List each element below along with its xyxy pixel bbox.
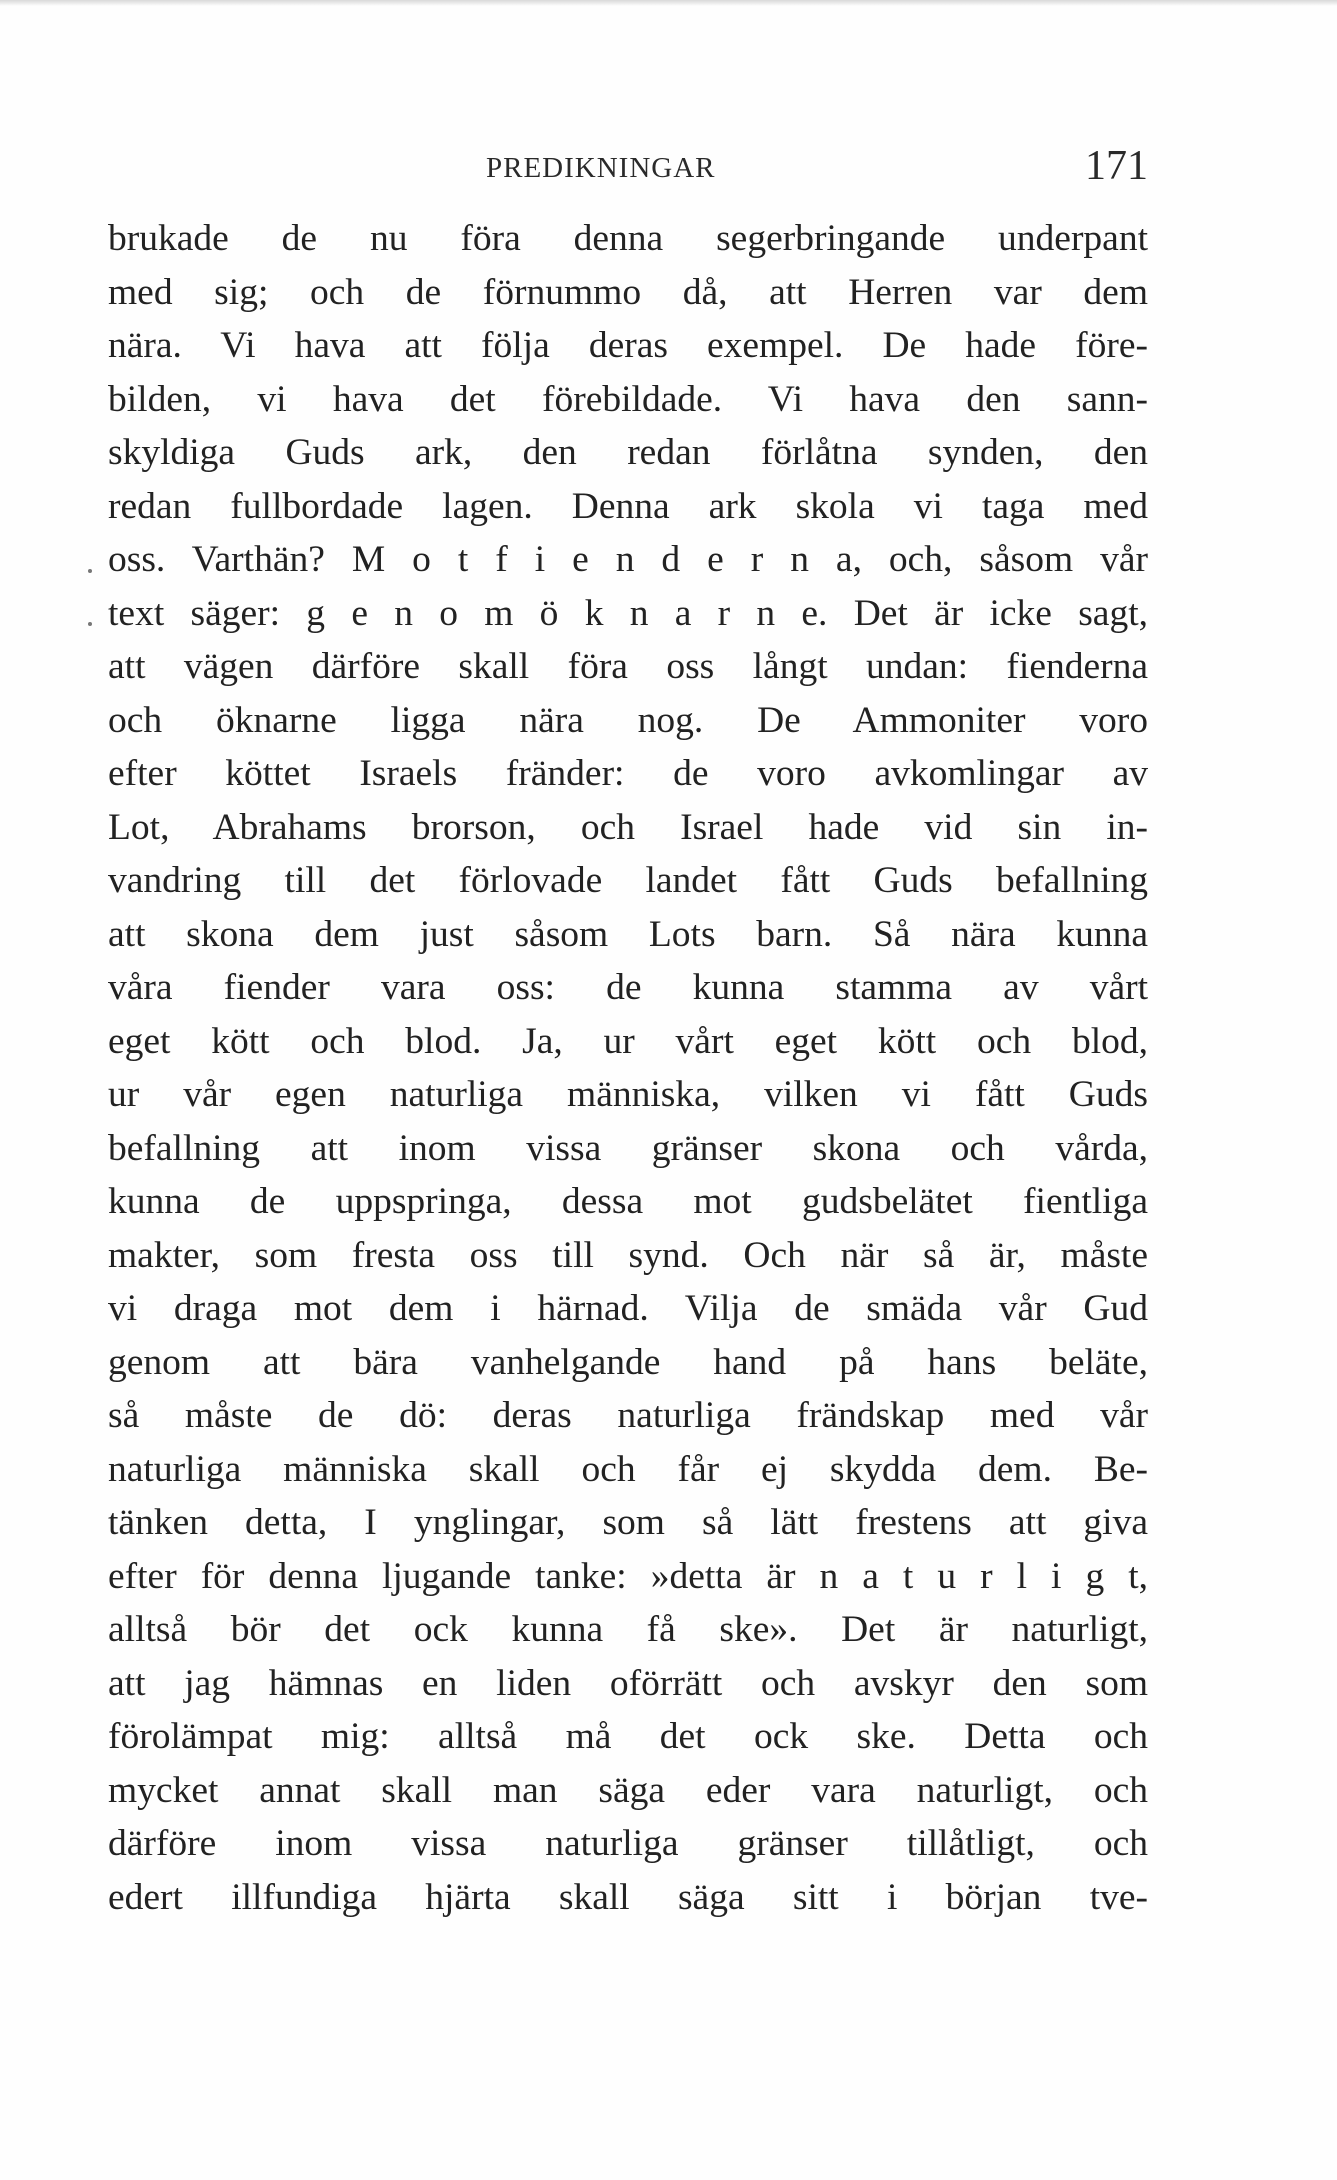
text-line: därföre inom vissa naturliga gränser tillåtligt, och	[108, 1823, 1148, 1864]
text-line: vandring till det förlovade landet fått Guds befallning	[108, 860, 1148, 901]
text-line: efter köttet Israels fränder: de voro avkomlingar av	[108, 753, 1148, 794]
text-line: bilden, vi hava det förebildade. Vi hava den sann-	[108, 378, 1148, 420]
body-text	[108, 212, 1148, 1924]
text-line: befallning att inom vissa gränser skona och vårda,	[108, 1127, 1148, 1169]
text-line: Lot, Abrahams brorson, och Israel hade vid sin in-	[108, 806, 1148, 848]
text-line: förolämpat mig: alltså må det ock ske. Detta och	[108, 1716, 1148, 1757]
text-line: oss. Varthän? M o t f i e n d e r n a, och, såsom vår	[108, 539, 1148, 580]
text-line: ur vår egen naturliga människa, vilken vi fått Guds	[108, 1074, 1148, 1115]
running-head: PREDIKNINGAR	[486, 152, 716, 184]
text-line: text säger: g e n o m ö k n a r n e. Det är icke sagt,	[108, 592, 1148, 634]
text-line: mycket annat skall man säga eder vara naturligt, och	[108, 1769, 1148, 1811]
text-line: efter för denna ljugande tanke: »detta är n a t u r l i g t,	[108, 1555, 1148, 1597]
margin-mark	[88, 622, 92, 626]
text-line: genom att bära vanhelgande hand på hans beläte,	[108, 1341, 1148, 1383]
text-line: skyldiga Guds ark, den redan förlåtna synden, den	[108, 432, 1148, 473]
text-line: redan fullbordade lagen. Denna ark skola vi taga med	[108, 485, 1148, 527]
text-line: våra fiender vara oss: de kunna stamma av vårt	[108, 967, 1148, 1008]
text-line: edert illfundiga hjärta skall säga sitt i början tve-	[108, 1876, 1148, 1918]
page-number: 171	[1085, 143, 1148, 189]
text-line: att jag hämnas en liden oförrätt och avskyr den som	[108, 1662, 1148, 1704]
text-line: tänken detta, I ynglingar, som så lätt frestens att giva	[108, 1502, 1148, 1543]
page-top-edge	[0, 0, 1337, 6]
text-line: eget kött och blod. Ja, ur vårt eget kött och blod,	[108, 1020, 1148, 1062]
text-line: alltså bör det ock kunna få ske». Det är naturligt,	[108, 1609, 1148, 1650]
text-line: att vägen därföre skall föra oss långt undan: fienderna	[108, 646, 1148, 687]
text-line: vi draga mot dem i härnad. Vilja de smäda vår Gud	[108, 1288, 1148, 1329]
text-line: nära. Vi hava att följa deras exempel. De hade före-	[108, 325, 1148, 366]
text-line: naturliga människa skall och får ej skydda dem. Be-	[108, 1448, 1148, 1490]
text-line: kunna de uppspringa, dessa mot gudsbelätet fientliga	[108, 1181, 1148, 1222]
page-header	[108, 142, 1148, 192]
text-line: och öknarne ligga nära nog. De Ammoniter voro	[108, 699, 1148, 741]
margin-mark	[88, 569, 92, 573]
text-line: så måste de dö: deras naturliga frändskap med vår	[108, 1395, 1148, 1436]
text-line: brukade de nu föra denna segerbringande underpant	[108, 218, 1148, 259]
text-line: att skona dem just såsom Lots barn. Så nära kunna	[108, 913, 1148, 955]
text-line: med sig; och de förnummo då, att Herren var dem	[108, 271, 1148, 313]
text-line: makter, som fresta oss till synd. Och när så är, måste	[108, 1234, 1148, 1276]
